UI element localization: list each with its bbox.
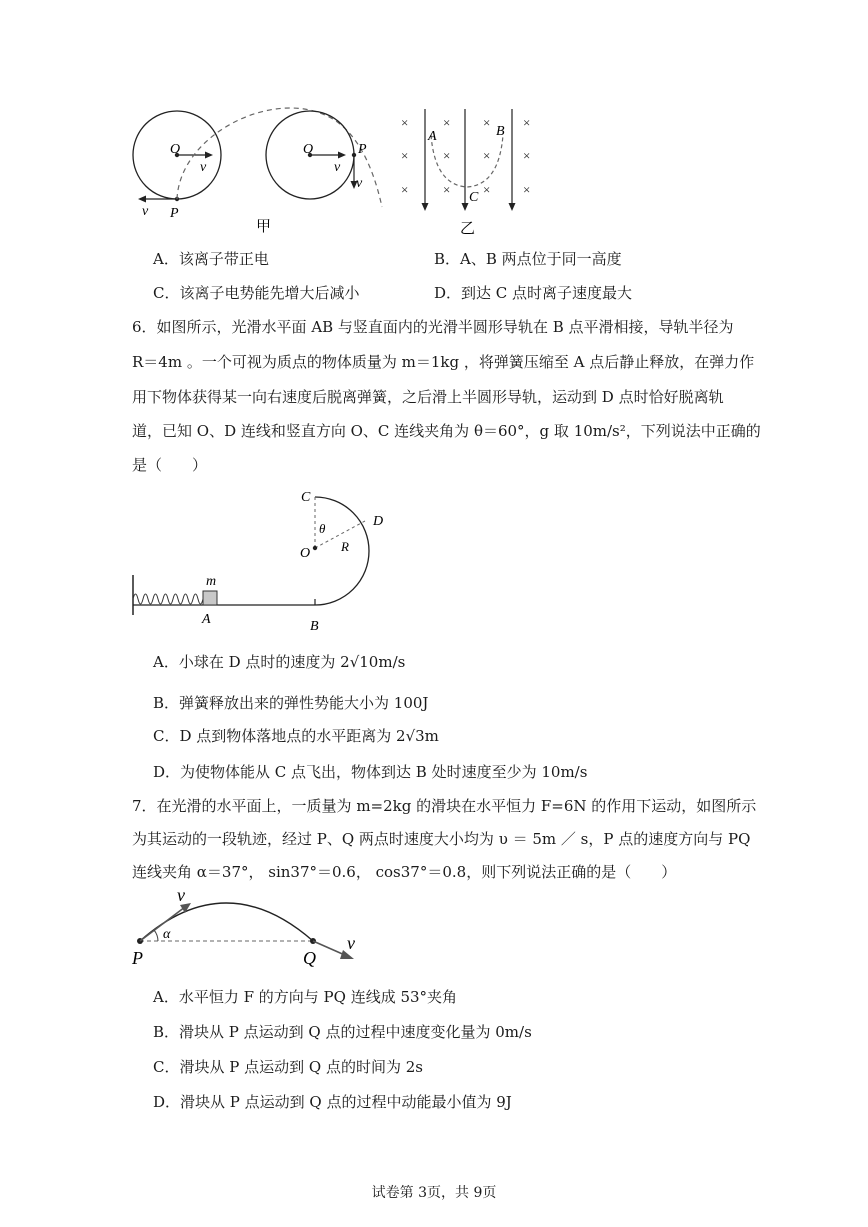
cross: × [443, 115, 451, 130]
block-m [203, 591, 217, 605]
label-B: B [310, 619, 319, 634]
label-theta: θ [319, 521, 326, 536]
label-A: A [428, 129, 437, 144]
q6-stem-line-2: R＝4m 。一个可视为质点的物体质量为 m＝1kg ，将弹簧压缩至 A 点后静止释放，在弹力作 [132, 353, 755, 371]
q6-option-b: B．弹簧释放出来的弹性势能大小为 100J [153, 694, 429, 712]
label-v1: v [177, 885, 185, 905]
dashed-trajectory [431, 135, 503, 187]
figure-jia [120, 95, 400, 245]
figure-yi [395, 105, 545, 240]
label-C: C [469, 190, 479, 205]
q5-option-c: C．该离子电势能先增大后减小 [153, 284, 360, 302]
cross: × [443, 182, 451, 197]
q5-option-a: A．该离子带正电 [153, 250, 269, 268]
label-v2: v [334, 160, 341, 175]
label-v2: v [347, 933, 355, 953]
q6-option-d: D．为使物体能从 C 点飞出，物体到达 B 处时速度至少为 10m/s [153, 763, 588, 781]
figure-q6 [125, 485, 405, 635]
label-m: m [206, 574, 217, 589]
q7-option-d: D．滑块从 P 点运动到 Q 点的过程中动能最小值为 9J [153, 1093, 512, 1111]
label-O: O [300, 546, 311, 561]
label-alpha: α [163, 927, 171, 942]
q6-stem-line-5: 是（ ） [132, 456, 208, 474]
label-P2: P [358, 142, 367, 157]
q6-option-a: A．小球在 D 点时的速度为 2√10m/s [153, 653, 406, 671]
q6-option-c: C．D 点到物体落地点的水平距离为 2√3m [153, 727, 439, 745]
caption-jia: 甲 [256, 217, 272, 235]
cross: × [401, 148, 409, 163]
q7-stem-line-3: 连线夹角 α＝37°， sin37°＝0.6， cos37°＝0.8，则下列说法正确的是（ ） [132, 863, 677, 881]
label-A: A [202, 612, 211, 627]
q7-option-c: C．滑块从 P 点运动到 Q 点的时间为 2s [153, 1058, 423, 1076]
q7-option-b: B．滑块从 P 点运动到 Q 点的过程中速度变化量为 0m/s [153, 1023, 532, 1041]
label-O2: O [303, 142, 314, 157]
q7-option-a: A．水平恒力 F 的方向与 PQ 连线成 53°夹角 [153, 988, 458, 1006]
cross: × [523, 182, 531, 197]
label-R: R [341, 539, 349, 554]
label-P1: P [170, 206, 179, 221]
label-v1: v [200, 160, 207, 175]
cross: × [401, 115, 409, 130]
q7-stem-line-1: 7．在光滑的水平面上，一质量为 m=2kg 的滑块在水平恒力 F=6N 的作用下运动，如图所示 [132, 797, 757, 815]
q5-option-d: D．到达 C 点时离子速度最大 [434, 284, 633, 302]
q6-stem-line-4: 道，已知 O、D 连线和竖直方向 O、C 连线夹角为 θ＝60°，g 取 10m/s²，下列说法中正确的 [132, 422, 761, 440]
label-v-bottom: v [142, 204, 149, 219]
spring [133, 594, 213, 604]
caption-yi: 乙 [460, 219, 476, 237]
q5-option-b: B．A、B 两点位于同一高度 [434, 250, 622, 268]
label-O1: O [170, 142, 181, 157]
label-Q: Q [303, 948, 316, 968]
figure-q7 [125, 885, 375, 970]
q7-stem-line-2: 为其运动的一段轨迹，经过 P、Q 两点时速度大小均为 υ ＝ 5m ／ s，P 点的速度方向与 PQ [132, 830, 751, 848]
cross: × [483, 182, 491, 197]
label-v3: v [356, 176, 363, 191]
q6-stem-line-1: 6．如图所示，光滑水平面 AB 与竖直面内的光滑半圆形导轨在 B 点平滑相接，导轨半径为 [132, 318, 734, 336]
cross: × [443, 148, 451, 163]
label-C: C [301, 490, 311, 505]
cross: × [483, 148, 491, 163]
label-D: D [373, 514, 384, 529]
cross: × [523, 148, 531, 163]
label-B: B [496, 124, 505, 139]
label-P: P [132, 948, 143, 968]
page-footer: 试卷第 3页，共 9页 [371, 1185, 497, 1201]
q6-stem-line-3: 用下物体获得某一向右速度后脱离弹簧，之后滑上半圆形导轨，运动到 D 点时恰好脱离轨 [132, 388, 724, 406]
cross: × [523, 115, 531, 130]
cross: × [401, 182, 409, 197]
cross: × [483, 115, 491, 130]
